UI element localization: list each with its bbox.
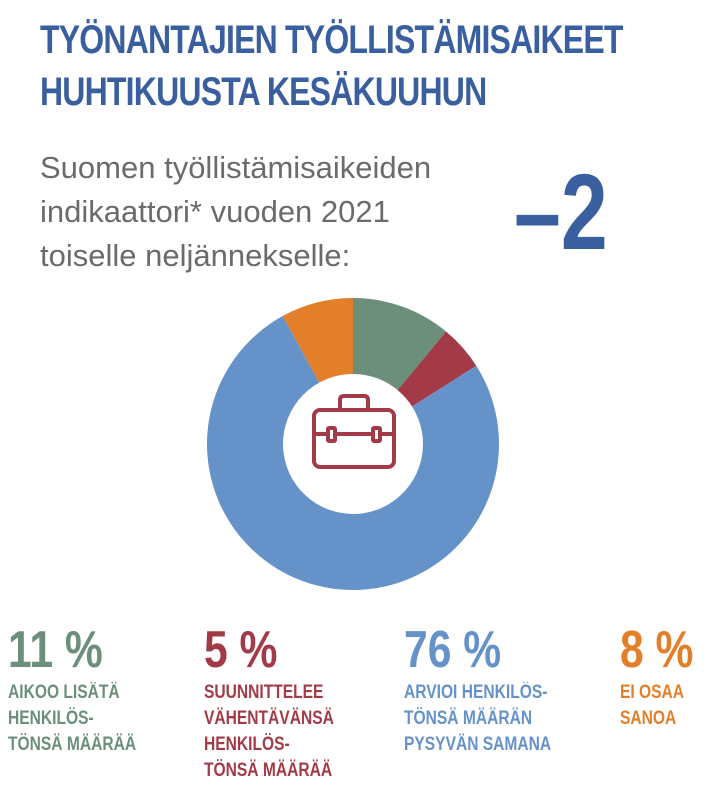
indicator-line-1: Suomen työllistämisaikeiden: [40, 150, 432, 185]
legend-label-line: TÖNSÄ MÄÄRÄÄ: [8, 734, 137, 755]
legend-label-line: VÄHENTÄVÄNSÄ: [204, 708, 334, 729]
title-line-1: TYÖNANTAJIEN TYÖLLISTÄMISAIKEET: [40, 18, 623, 62]
legend-label: [204, 680, 334, 784]
legend-percent: 11 %: [8, 621, 103, 679]
legend-label: [8, 680, 136, 758]
indicator-line-2: indikaattori* vuoden 2021: [40, 194, 390, 229]
briefcase-icon: [314, 396, 394, 467]
indicator-value: –2: [514, 151, 608, 272]
legend-percent: 8 %: [620, 621, 694, 679]
legend-label-line: ARVIOI HENKILÖS-: [404, 682, 548, 703]
legend-item-decrease: [204, 622, 362, 784]
legend-label-line: HENKILÖS-: [8, 708, 94, 729]
title-line-2: HUHTIKUUSTA KESÄKUUHUN: [40, 70, 487, 114]
legend-item-increase: [8, 622, 164, 758]
legend-label-line: AIKOO LISÄTÄ: [8, 682, 120, 703]
legend-label-line: EI OSAA: [620, 682, 685, 703]
donut-slices: [207, 298, 499, 590]
legend-percent: 5 %: [204, 621, 278, 679]
legend-label-line: PYSYVÄN SAMANA: [404, 734, 552, 755]
indicator-line-3: toiselle neljännekselle:: [40, 238, 351, 273]
legend-label-line: HENKILÖS-: [204, 734, 290, 755]
legend-label-line: TÖNSÄ MÄÄRÄÄ: [204, 760, 333, 781]
legend-label: [404, 680, 551, 758]
legend-label-line: SUUNNITTELEE: [204, 682, 324, 703]
legend-item-stay-same: [404, 622, 583, 758]
legend-item-dont-know: [620, 622, 710, 732]
legend-label-line: SANOA: [620, 708, 677, 729]
legend-label: [620, 680, 693, 732]
legend-percent: 76 %: [404, 621, 502, 679]
legend-label-line: TÖNSÄ MÄÄRÄN: [404, 708, 533, 729]
